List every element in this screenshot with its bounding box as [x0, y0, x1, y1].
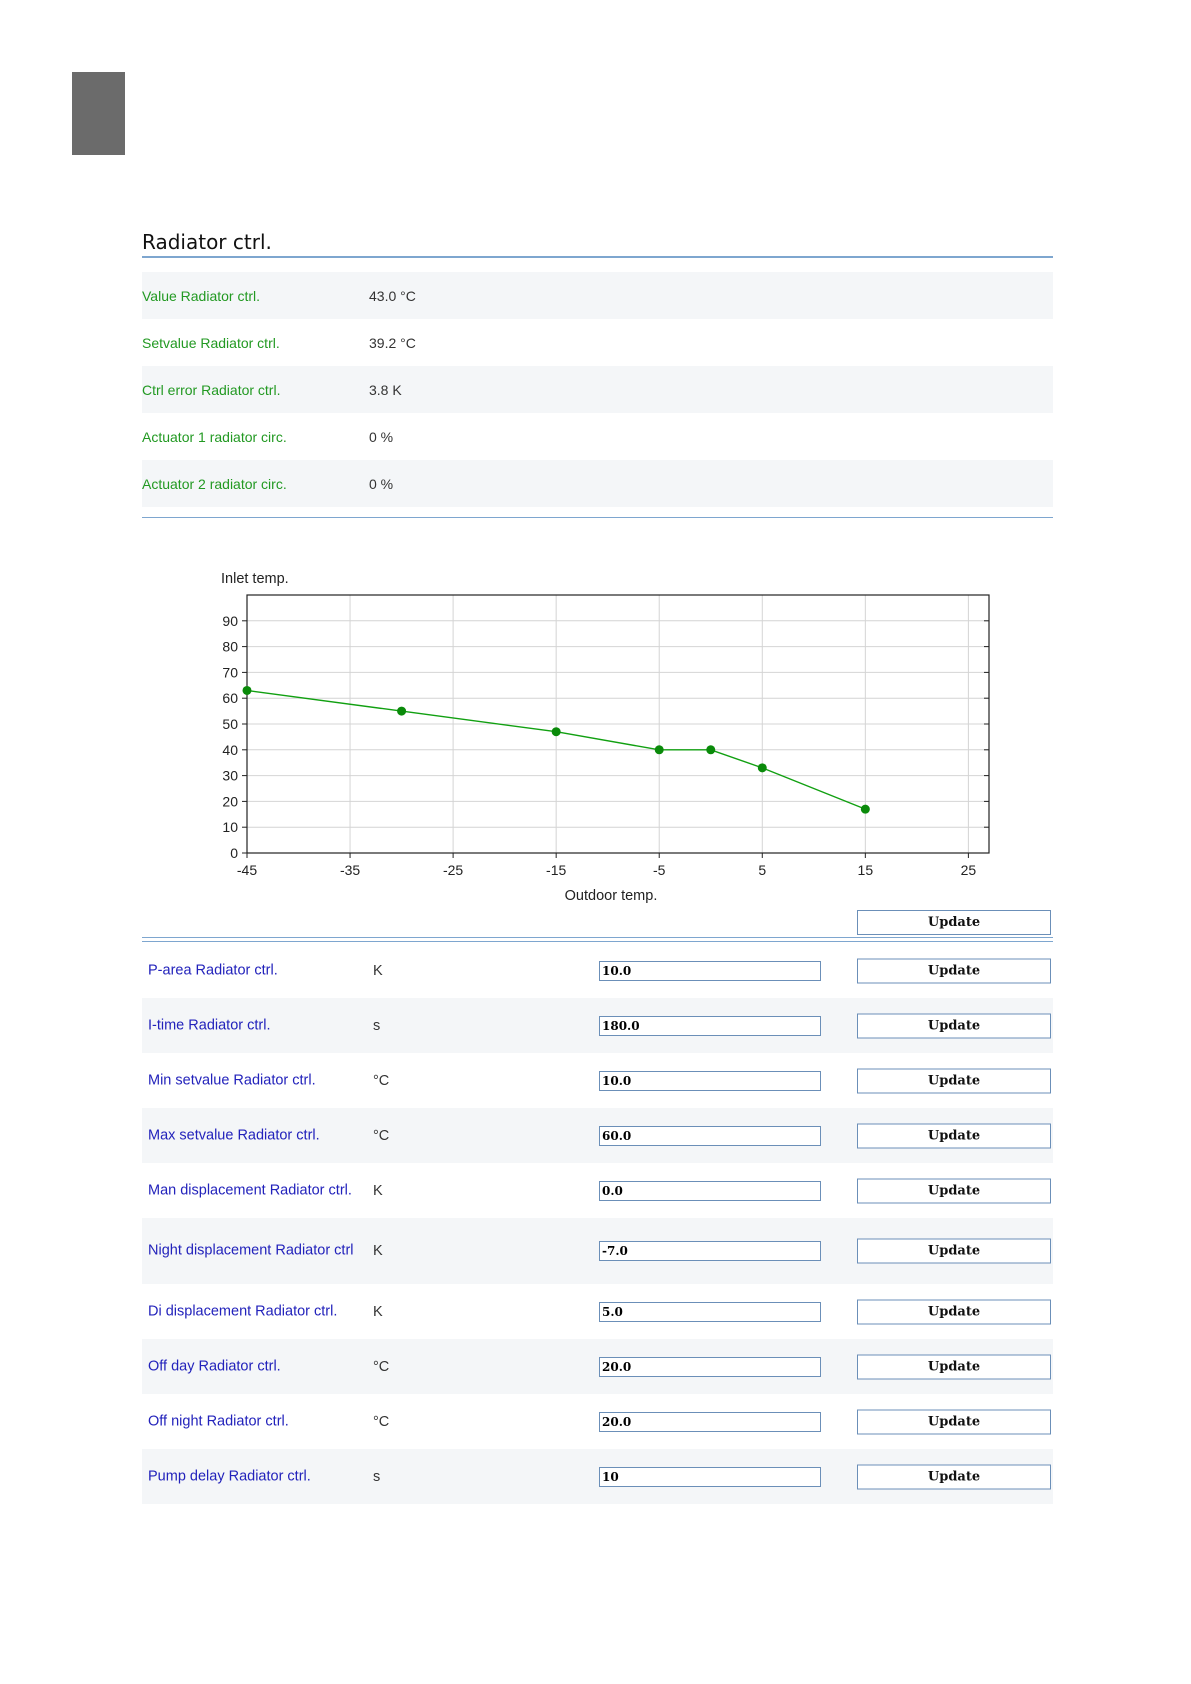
param-row-di-displacement [142, 1284, 1053, 1339]
data-point [861, 805, 870, 814]
update-button-i-time[interactable]: Update [857, 1013, 1051, 1038]
y-tick-label: 20 [222, 793, 238, 810]
param-input-night-displacement[interactable] [599, 1241, 821, 1261]
info-divider [142, 517, 1053, 518]
update-button-off-night[interactable]: Update [857, 1409, 1051, 1434]
param-table [142, 943, 1053, 1504]
param-row-pump-delay [142, 1449, 1053, 1504]
info-row [142, 460, 1053, 507]
param-unit: °C [373, 1072, 390, 1089]
param-label: Off day Radiator ctrl. [148, 1358, 281, 1374]
x-axis-title: Outdoor temp. [564, 888, 658, 904]
param-row-off-night [142, 1394, 1053, 1449]
data-point [758, 763, 767, 772]
param-row-i-time [142, 998, 1053, 1053]
param-unit: °C [373, 1127, 390, 1144]
page-tab-marker [72, 72, 125, 155]
param-label: Off night Radiator ctrl. [148, 1413, 289, 1429]
x-tick-label: 25 [960, 862, 977, 878]
info-row [142, 413, 1053, 460]
x-tick-label: -35 [339, 862, 361, 878]
y-tick-label: 30 [222, 767, 238, 784]
data-point [706, 745, 715, 754]
param-label: P-area Radiator ctrl. [148, 962, 278, 978]
x-tick-label: 5 [758, 862, 767, 878]
update-button-pump-delay[interactable]: Update [857, 1464, 1051, 1489]
chart-update-container [857, 910, 1051, 935]
param-input-off-night[interactable] [599, 1412, 821, 1432]
y-axis-title: Inlet temp. [221, 571, 289, 587]
info-row [142, 366, 1053, 413]
param-unit: K [373, 1303, 383, 1320]
param-row-night-displacement [142, 1218, 1053, 1284]
section-title: Radiator ctrl. [142, 230, 272, 254]
param-input-di-displacement[interactable] [599, 1302, 821, 1322]
x-tick-label: -15 [546, 862, 567, 878]
param-input-i-time[interactable] [599, 1016, 821, 1036]
info-label: Actuator 2 radiator circ. [142, 475, 287, 492]
param-row-man-displacement [142, 1163, 1053, 1218]
y-tick-label: 40 [222, 741, 238, 758]
info-value: 0 % [369, 428, 394, 445]
param-label: Di displacement Radiator ctrl. [148, 1303, 338, 1319]
param-unit: °C [373, 1358, 390, 1375]
param-unit: °C [373, 1413, 390, 1430]
param-unit: s [373, 1017, 381, 1034]
param-label: Man displacement Radiator ctrl. [148, 1182, 352, 1198]
update-button-night-displacement[interactable]: Update [857, 1239, 1051, 1264]
heating-curve-chart [200, 565, 1000, 910]
param-label: I-time Radiator ctrl. [148, 1017, 271, 1033]
update-button-off-day[interactable]: Update [857, 1354, 1051, 1379]
info-label: Setvalue Radiator ctrl. [142, 334, 280, 351]
param-input-off-day[interactable] [599, 1357, 821, 1377]
info-label: Actuator 1 radiator circ. [142, 428, 287, 445]
info-value: 0 % [369, 475, 394, 492]
y-tick-label: 80 [222, 638, 238, 655]
title-divider [142, 256, 1053, 258]
x-tick-label: -5 [652, 862, 666, 878]
info-label: Ctrl error Radiator ctrl. [142, 381, 281, 398]
x-tick-label: -25 [442, 862, 464, 878]
param-label: Night displacement Radiator ctrl [148, 1242, 354, 1259]
data-point [655, 745, 664, 754]
y-tick-label: 50 [222, 716, 238, 732]
param-unit: K [373, 962, 383, 979]
y-tick-label: 10 [222, 819, 238, 836]
param-label: Pump delay Radiator ctrl. [148, 1468, 311, 1484]
update-button-di-displacement[interactable]: Update [857, 1299, 1051, 1324]
data-point [243, 686, 252, 695]
x-tick-label: 15 [857, 862, 874, 878]
chart-update-button[interactable]: Update [857, 910, 1051, 935]
param-divider-top [142, 937, 1053, 938]
update-button-p-area[interactable]: Update [857, 958, 1051, 983]
info-table [142, 272, 1053, 507]
param-unit: K [373, 1182, 383, 1199]
info-label: Value Radiator ctrl. [142, 287, 261, 304]
data-point [397, 707, 406, 716]
info-value: 43.0 °C [369, 287, 416, 304]
y-tick-label: 0 [230, 845, 238, 861]
param-input-min-setvalue[interactable] [599, 1071, 821, 1091]
param-unit: K [373, 1243, 383, 1259]
info-value: 3.8 K [369, 381, 402, 398]
param-row-max-setvalue [142, 1108, 1053, 1163]
param-input-p-area[interactable] [599, 961, 821, 981]
info-row [142, 272, 1053, 319]
update-button-man-displacement[interactable]: Update [857, 1178, 1051, 1203]
update-button-max-setvalue[interactable]: Update [857, 1123, 1051, 1148]
y-tick-label: 60 [222, 690, 238, 707]
update-button-min-setvalue[interactable]: Update [857, 1068, 1051, 1093]
param-input-man-displacement[interactable] [599, 1181, 821, 1201]
y-tick-label: 90 [222, 612, 238, 629]
param-input-max-setvalue[interactable] [599, 1126, 821, 1146]
param-divider-bottom [142, 941, 1053, 942]
data-point [552, 727, 561, 736]
param-unit: s [373, 1468, 381, 1485]
y-tick-label: 70 [222, 664, 238, 681]
param-label: Min setvalue Radiator ctrl. [148, 1072, 316, 1088]
param-row-off-day [142, 1339, 1053, 1394]
info-row [142, 319, 1053, 366]
param-row-p-area [142, 943, 1053, 998]
param-label: Max setvalue Radiator ctrl. [148, 1127, 320, 1143]
info-value: 39.2 °C [369, 334, 416, 351]
x-tick-label: -45 [236, 862, 258, 878]
param-input-pump-delay[interactable] [599, 1467, 821, 1487]
param-row-min-setvalue [142, 1053, 1053, 1108]
